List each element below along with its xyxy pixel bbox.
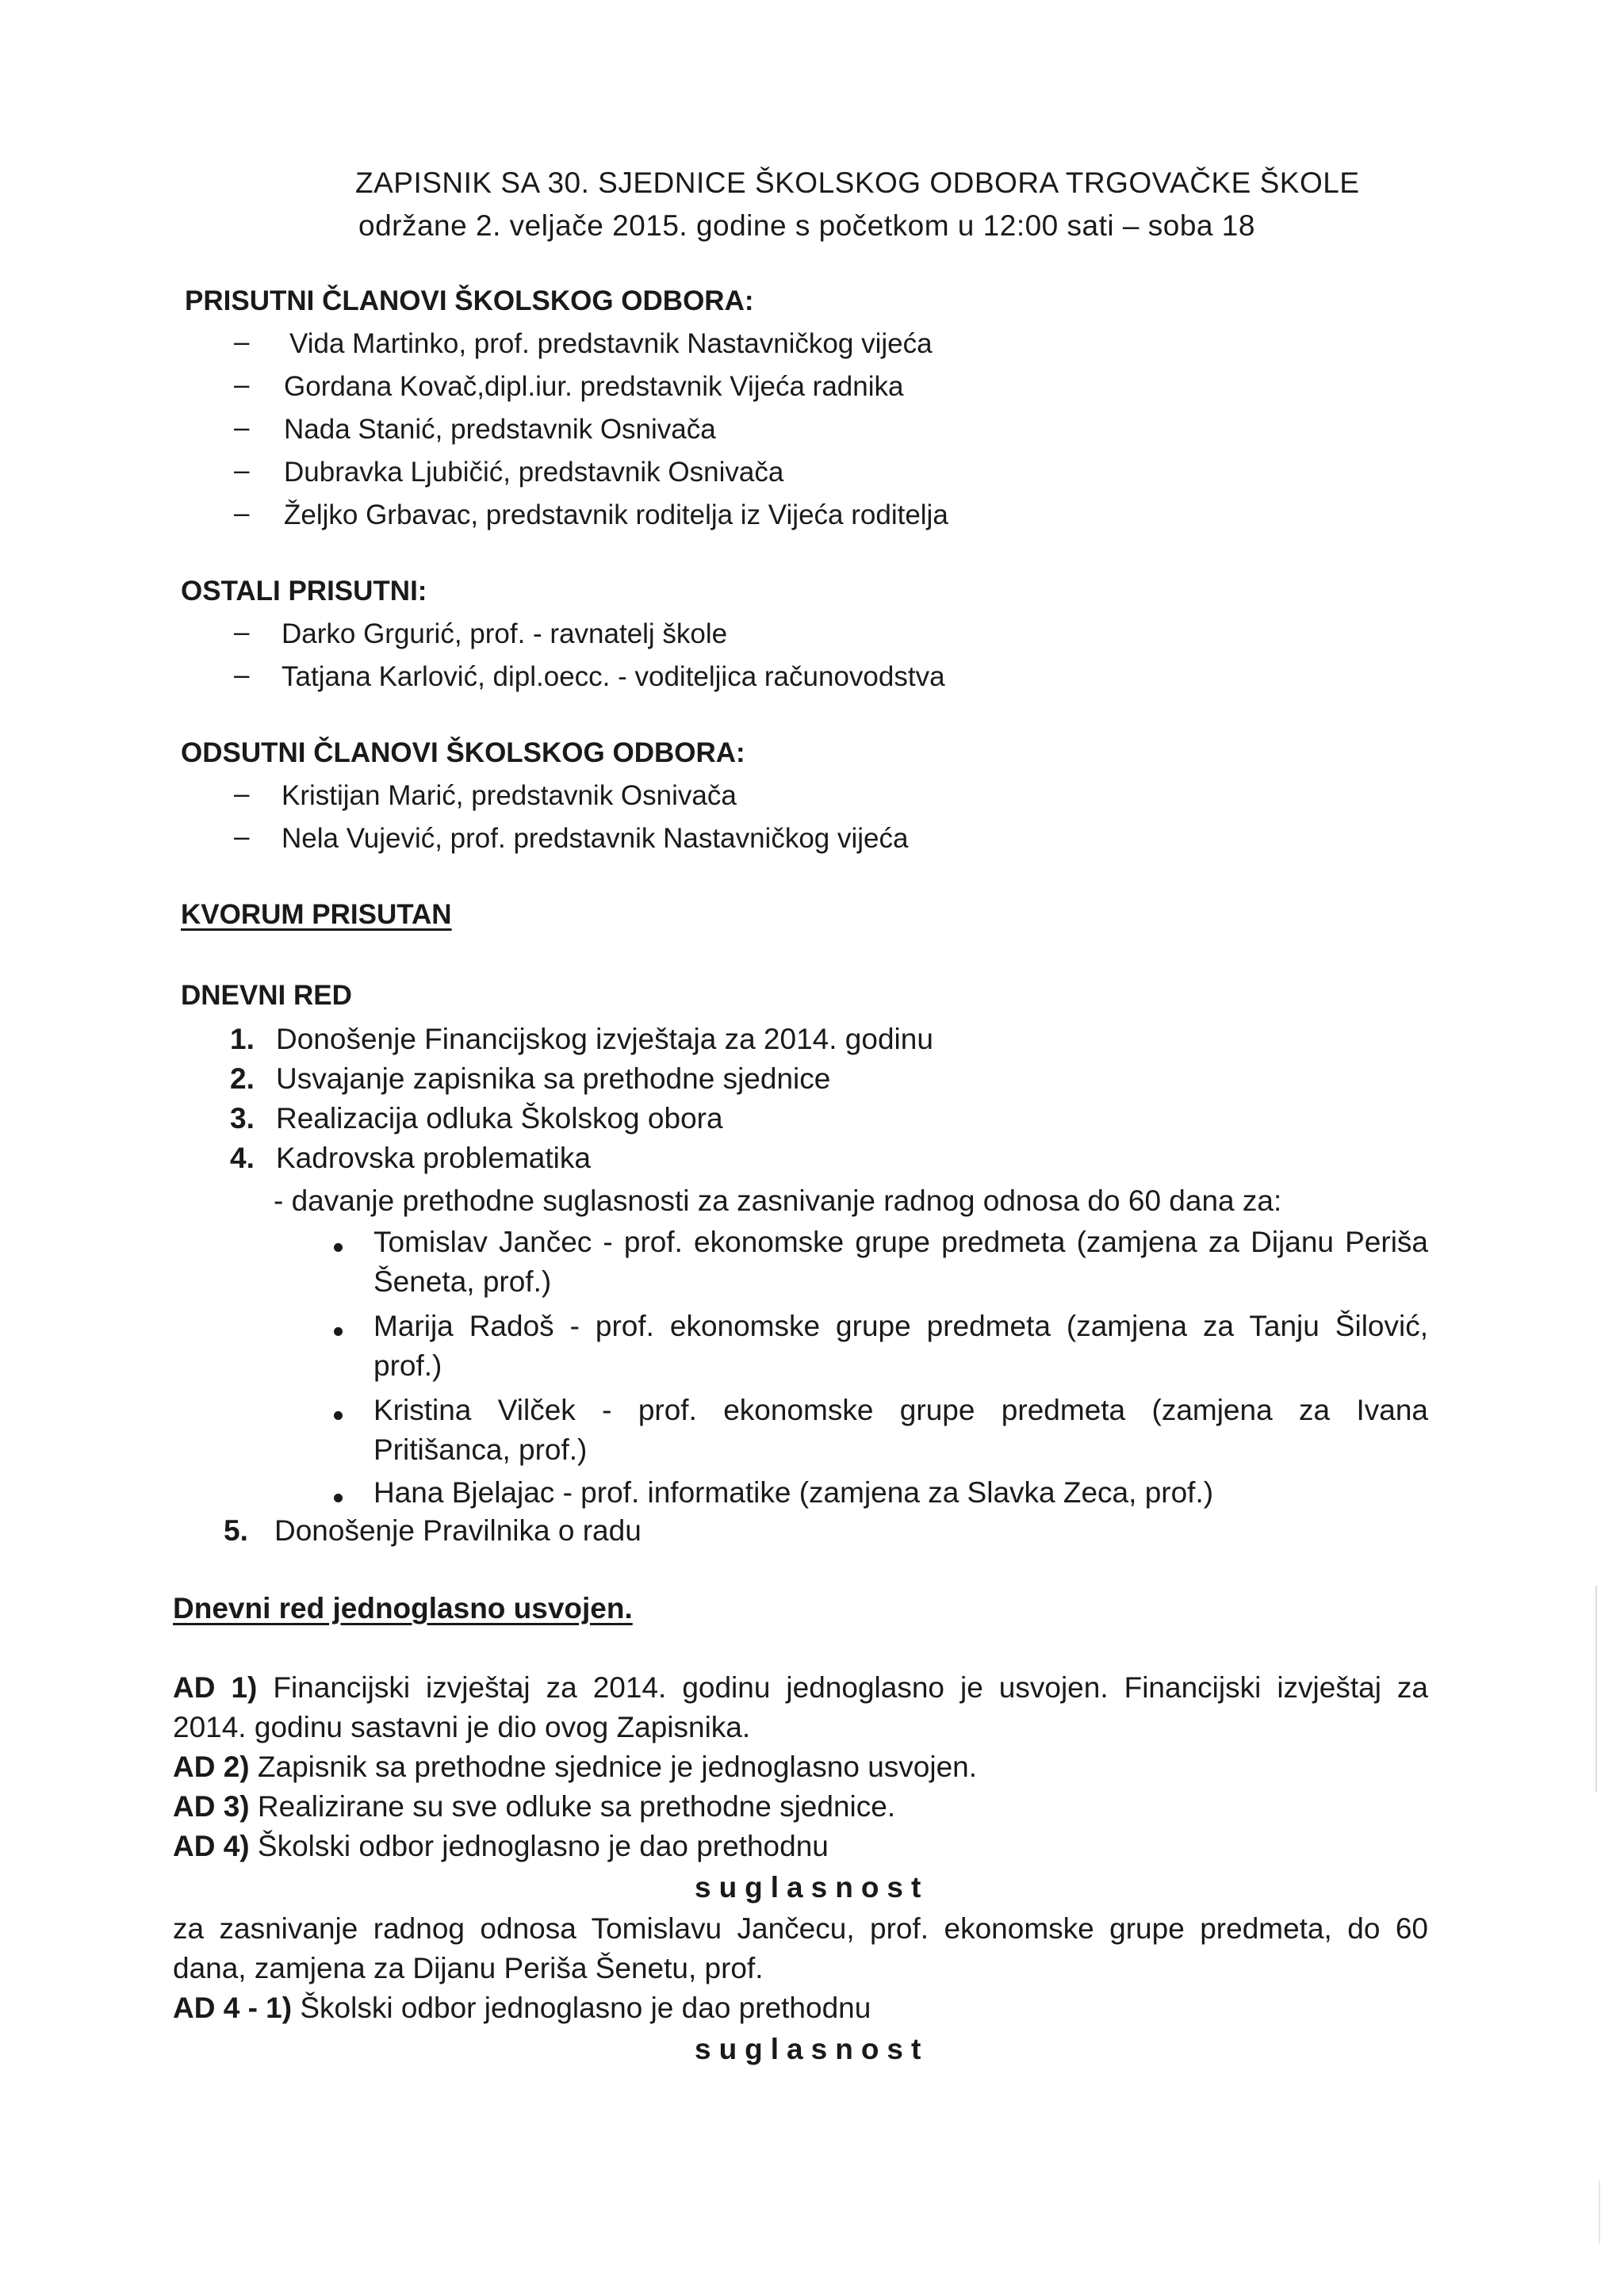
agenda-number: 1.: [230, 1023, 255, 1055]
agenda-item: Kadrovska problematika: [276, 1142, 591, 1174]
list-item: Tatjana Karlović, dipl.oecc. - voditeljica računovodstva: [282, 661, 945, 692]
agenda-number: 3.: [230, 1102, 255, 1135]
list-item: Kristijan Marić, predstavnik Osnivača: [282, 780, 737, 811]
quorum-note: KVORUM PRISUTAN: [181, 899, 452, 930]
decision-text: Školski odbor jednoglasno je dao prethodnu: [257, 1830, 829, 1862]
consent-word: suglasnost: [695, 2033, 929, 2065]
dash-marker: –: [234, 821, 250, 852]
bullet-item: Kristina Vilček - prof. ekonomske grupe predmeta (zamjena za Ivana: [373, 1394, 1428, 1426]
agenda-subitem-intro: - davanje prethodne suglasnosti za zasnivanje radnog odnosa do 60 dana za:: [274, 1184, 1282, 1217]
agenda-item: Donošenje Pravilnika o radu: [274, 1514, 642, 1547]
decision-label: AD 3): [173, 1790, 250, 1823]
dash-marker: –: [234, 660, 250, 691]
decision-ad4-1: [173, 1992, 871, 2025]
decision-label: AD 2): [173, 1751, 250, 1783]
decision-text: Realizirane su sve odluke sa prethodne sjednice.: [257, 1790, 896, 1823]
dash-marker: –: [234, 455, 250, 486]
document-subtitle: održane 2. veljače 2015. godine s početkom u 12:00 sati – soba 18: [358, 209, 1255, 242]
bullet-dot: [334, 1327, 343, 1336]
present-heading: PRISUTNI ČLANOVI ŠKOLSKOG ODBORA:: [185, 285, 754, 316]
document-title: ZAPISNIK SA 30. SJEDNICE ŠKOLSKOG ODBORA TRGOVAČKE ŠKOLE: [355, 166, 1360, 199]
agenda-item: Donošenje Financijskog izvještaja za 2014. godinu: [276, 1023, 933, 1055]
list-item: Gordana Kovač,dipl.iur. predstavnik Vijeća radnika: [284, 371, 904, 402]
dash-marker: –: [234, 412, 250, 443]
decision-ad4-continued: dana, zamjena za Dijanu Periša Šenetu, prof.: [173, 1952, 764, 1984]
list-item: Nela Vujević, prof. predstavnik Nastavničkog vijeća: [282, 823, 909, 854]
decision-label: AD 4): [173, 1830, 250, 1862]
scan-artifact: [1599, 2180, 1600, 2244]
agenda-adopted-note: Dnevni red jednoglasno usvojen.: [173, 1592, 633, 1624]
scan-artifact: [1595, 1586, 1597, 1792]
others-heading: OSTALI PRISUTNI:: [181, 576, 427, 607]
decision-text: Zapisnik sa prethodne sjednice je jednoglasno usvojen.: [257, 1751, 978, 1783]
bullet-dot: [334, 1243, 343, 1252]
list-item: Darko Grgurić, prof. - ravnatelj škole: [282, 618, 728, 649]
bullet-item: Hana Bjelajac - prof. informatike (zamjena za Slavka Zeca, prof.): [373, 1476, 1214, 1509]
agenda-number: 4.: [230, 1142, 255, 1174]
agenda-item: Realizacija odluka Školskog obora: [276, 1102, 723, 1135]
list-item: Dubravka Ljubičić, predstavnik Osnivača: [284, 457, 784, 488]
list-item: Nada Stanić, predstavnik Osnivača: [284, 414, 716, 445]
bullet-item: Tomislav Jančec - prof. ekonomske grupe predmeta (zamjena za Dijanu Periša: [373, 1226, 1428, 1258]
decision-ad4: [173, 1830, 829, 1863]
bullet-dot: [334, 1411, 343, 1420]
decision-ad1: [173, 1671, 1428, 1705]
decision-text: Financijski izvještaj za 2014. godinu jednoglasno je usvojen. Financijski izvještaj za: [273, 1671, 1428, 1704]
decision-ad3: [173, 1790, 895, 1823]
agenda-item: Usvajanje zapisnika sa prethodne sjednice: [276, 1062, 831, 1095]
consent-word: suglasnost: [695, 1871, 929, 1904]
bullet-item-continued: Šeneta, prof.): [373, 1265, 552, 1298]
dash-marker: –: [234, 617, 250, 648]
dash-marker: –: [234, 327, 250, 358]
list-item: Željko Grbavac, predstavnik roditelja iz Vijeća roditelja: [284, 499, 948, 530]
bullet-item-continued: prof.): [373, 1349, 442, 1382]
bullet-dot: [334, 1494, 343, 1502]
decision-text: Školski odbor jednoglasno je dao prethodnu: [300, 1992, 871, 2024]
agenda-heading: DNEVNI RED: [181, 980, 352, 1011]
dash-marker: –: [234, 369, 250, 400]
bullet-item-continued: Pritišanca, prof.): [373, 1433, 588, 1466]
dash-marker: –: [234, 498, 250, 529]
agenda-number: 2.: [230, 1062, 255, 1095]
decision-ad4-continued: za zasnivanje radnog odnosa Tomislavu Jančecu, prof. ekonomske grupe predmeta, do 60: [173, 1912, 1428, 1945]
list-item: Vida Martinko, prof. predstavnik Nastavničkog vijeća: [289, 328, 933, 359]
decision-label: AD 4 - 1): [173, 1992, 293, 2024]
absent-heading: ODSUTNI ČLANOVI ŠKOLSKOG ODBORA:: [181, 737, 745, 768]
decision-ad1-continued: 2014. godinu sastavni je dio ovog Zapisnika.: [173, 1711, 751, 1743]
decision-ad2: [173, 1751, 977, 1784]
decision-label: AD 1): [173, 1671, 258, 1704]
bullet-item: Marija Radoš - prof. ekonomske grupe predmeta (zamjena za Tanju Šilović,: [373, 1310, 1428, 1342]
dash-marker: –: [234, 779, 250, 809]
agenda-number: 5.: [224, 1514, 248, 1547]
